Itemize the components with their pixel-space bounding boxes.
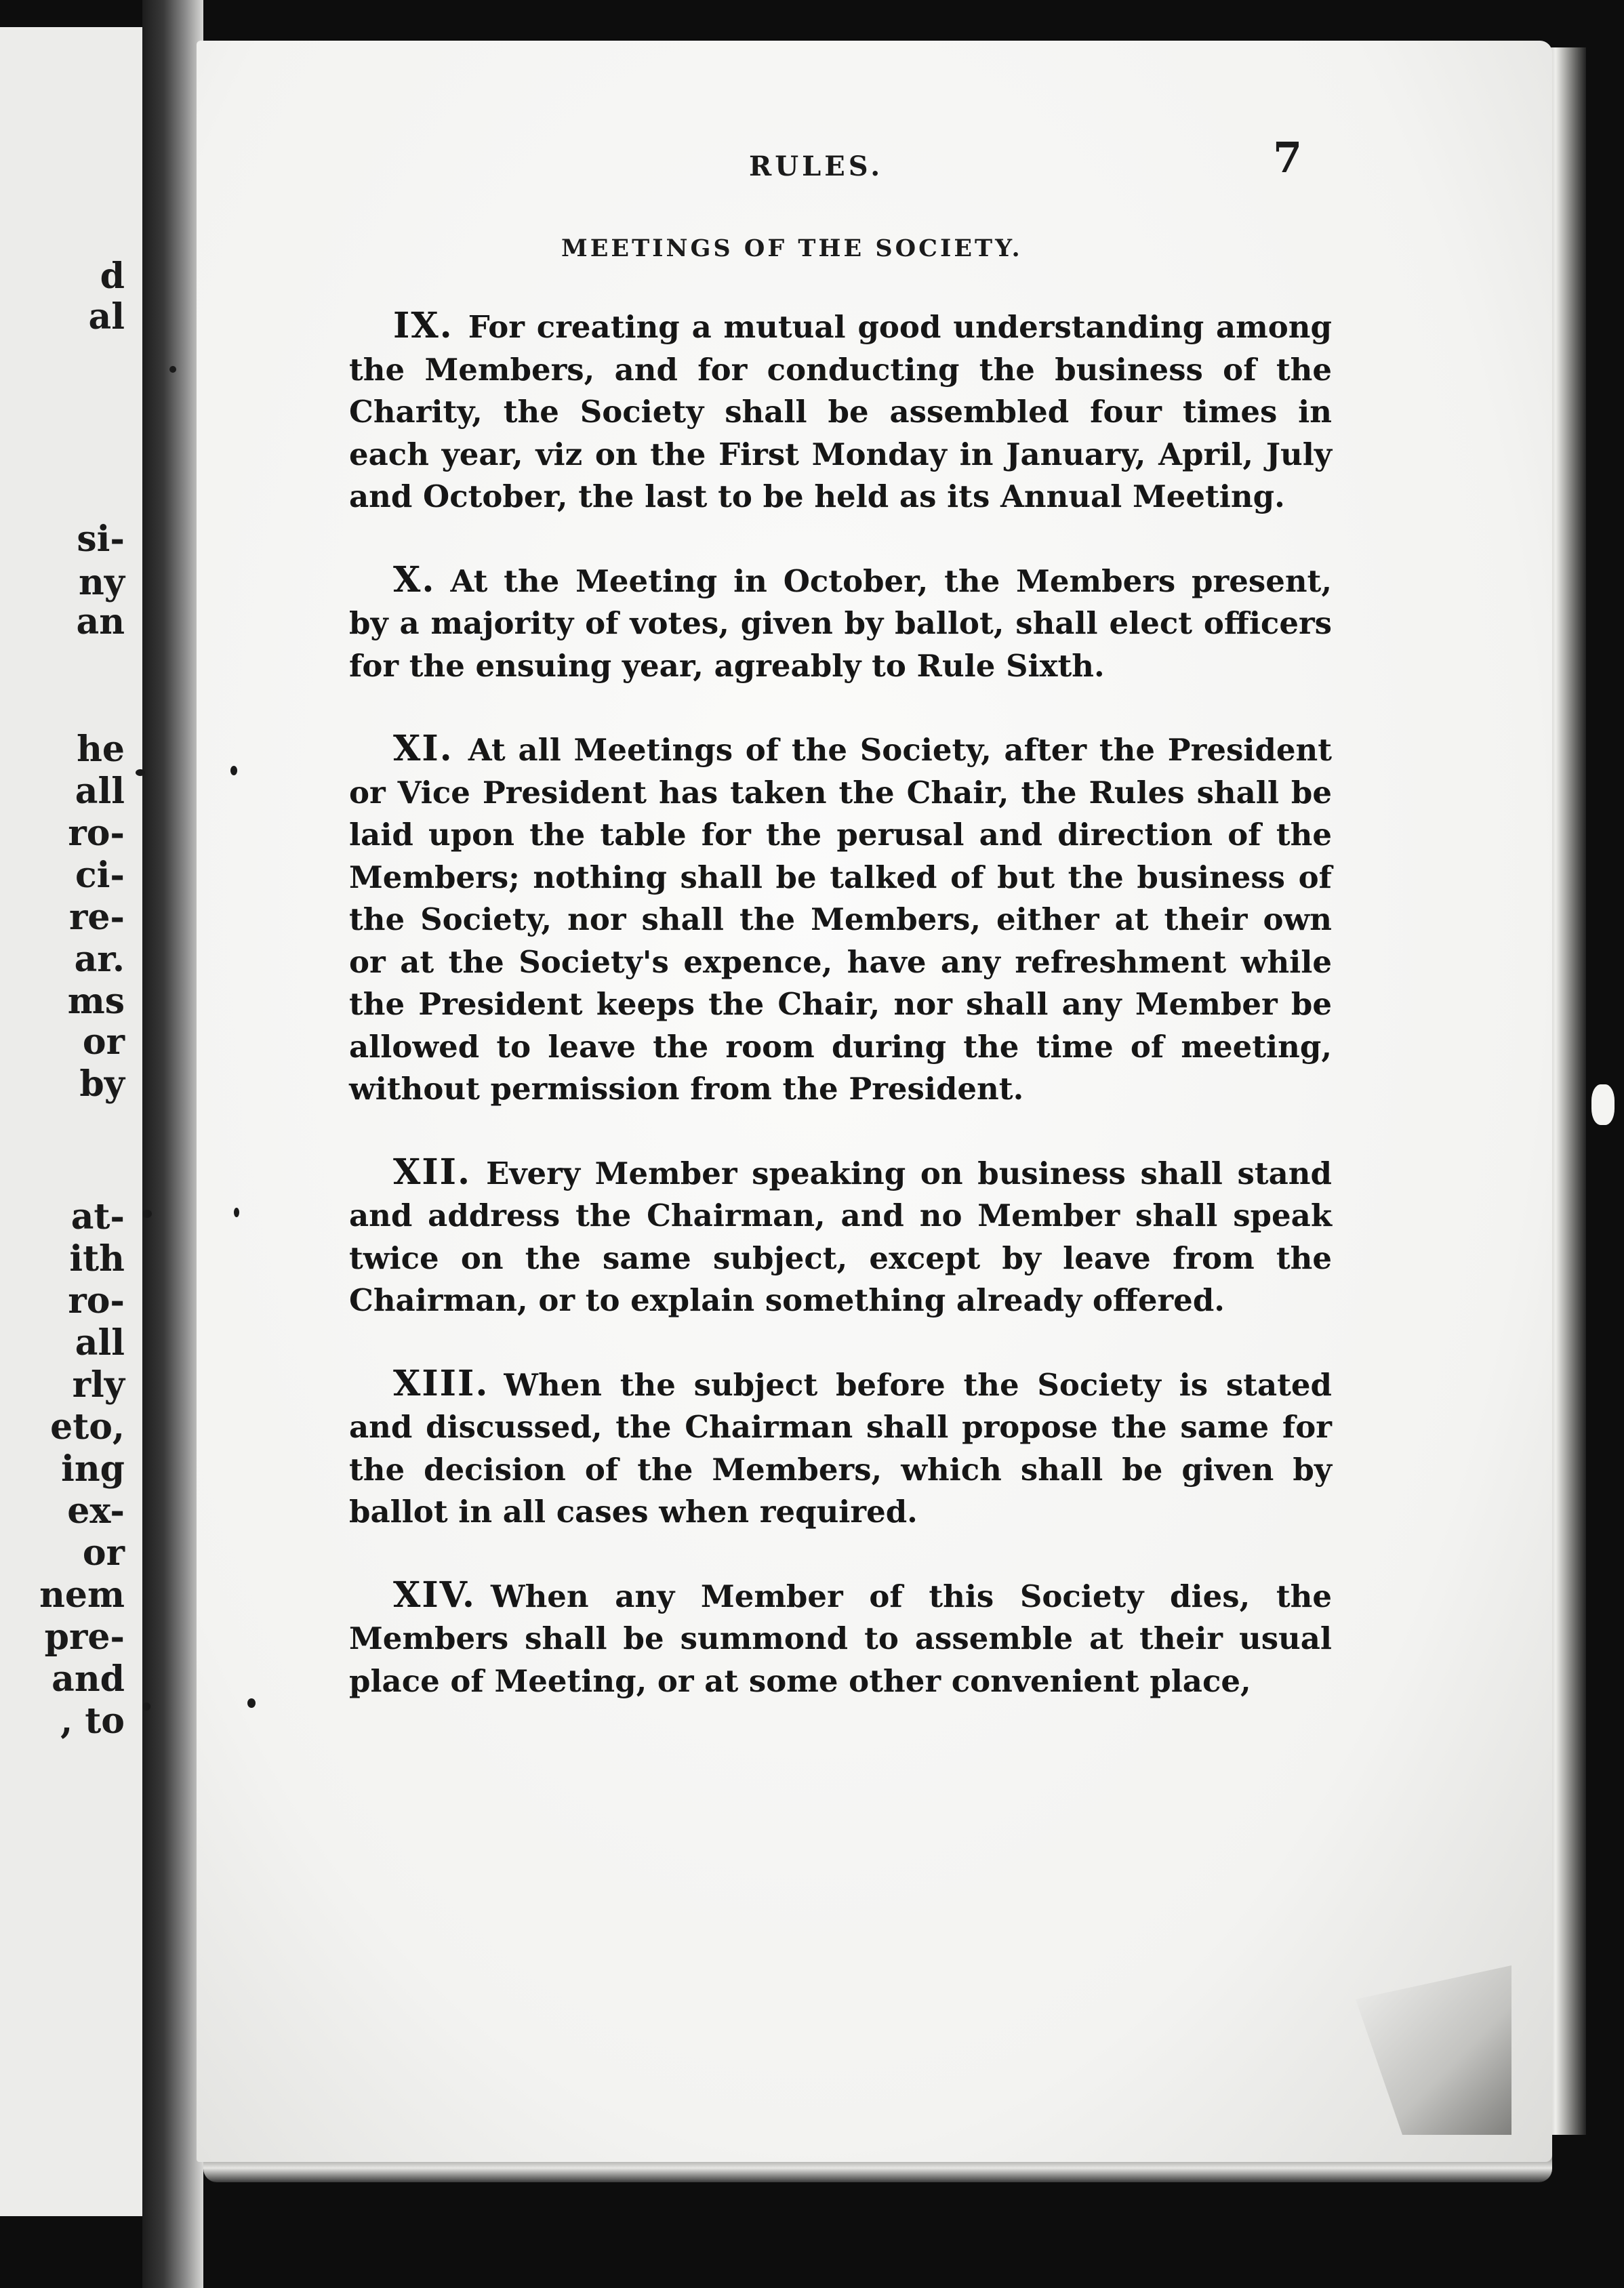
ink-speck: [247, 1698, 256, 1708]
facing-fragment: or: [82, 1532, 125, 1574]
facing-fragment: ci-: [75, 855, 125, 896]
facing-fragment: all: [75, 1322, 125, 1364]
rule-text: At the Meeting in October, the Members present, by a majority of votes, given by ballot, shall elect officers for the ensuing year, agreably to Rule Sixth.: [349, 563, 1332, 684]
ink-speck: [136, 769, 145, 776]
facing-fragment: nem: [39, 1574, 125, 1616]
facing-fragment: al: [88, 296, 125, 338]
facing-page-edge: [0, 27, 156, 2216]
facing-fragment: ro-: [68, 1280, 125, 1322]
rules-body: [349, 305, 1332, 1743]
rule-paragraph: [349, 1363, 1332, 1534]
rule-text: At all Meetings of the Society, after the President or Vice President has taken the Chair, the Rules shall be laid upon the table for the perusal and direction of the Members; nothing shall be talked of but the business of the Society, nor shall the Members, either at their own or at the Society's expence, have any refreshment while the President keeps the Chair, nor shall any Member be allowed to leave the room during the time of meeting, without permission from the President.: [349, 732, 1332, 1107]
facing-fragment: or: [82, 1021, 125, 1063]
running-head: RULES.: [749, 150, 884, 182]
rule-number: XI.: [393, 728, 453, 769]
rule-number: XII.: [393, 1151, 472, 1193]
rule-paragraph: [349, 559, 1332, 688]
facing-fragment: he: [77, 729, 125, 770]
rule-paragraph: [349, 1151, 1332, 1322]
rule-text: When any Member of this Society dies, the Members shall be summond to assemble at their usual place of Meeting, or at some other convenient place,: [349, 1578, 1332, 1699]
rule-paragraph: [349, 728, 1332, 1111]
facing-fragment: ing: [61, 1448, 125, 1490]
rule-paragraph: [349, 305, 1332, 518]
ink-speck: [142, 1702, 150, 1711]
ink-speck: [234, 1208, 239, 1217]
facing-fragment: ms: [67, 981, 125, 1022]
facing-fragment: ny: [78, 562, 125, 603]
facing-fragment: and: [52, 1658, 125, 1700]
ink-speck: [142, 1210, 152, 1218]
page-number: 7: [1273, 133, 1303, 182]
rule-number: XIII.: [393, 1362, 489, 1404]
facing-fragment: ex-: [67, 1490, 125, 1532]
facing-fragment: at-: [70, 1196, 125, 1238]
rule-paragraph: [349, 1574, 1332, 1703]
section-title: MEETINGS OF THE SOCIETY.: [561, 234, 1023, 262]
facing-fragment: pre-: [44, 1616, 125, 1658]
facing-fragment: rly: [72, 1364, 125, 1406]
rule-text: Every Member speaking on business shall stand and address the Chairman, and no Member shall speak twice on the same subject, except by leave from the Chairman, or to explain something already offered.: [349, 1155, 1332, 1318]
facing-fragment: eto,: [50, 1406, 125, 1448]
facing-fragment: d: [100, 256, 125, 297]
book-gutter: [142, 0, 203, 2288]
facing-fragment: ro-: [68, 813, 125, 854]
ink-speck: [169, 366, 176, 373]
rule-text: For creating a mutual good understanding among the Members, and for conducting the business of the Charity, the Society shall be assembled four times in each year, viz on the First Monday in January, April, July and October, the last to be held as its Annual Meeting.: [349, 309, 1332, 514]
facing-fragment: by: [79, 1063, 125, 1105]
ink-speck: [230, 766, 237, 775]
facing-fragment: si-: [77, 518, 125, 560]
facing-fragment: , to: [60, 1700, 125, 1742]
facing-fragment: re-: [68, 897, 125, 938]
rule-text: When the subject before the Society is stated and discussed, the Chairman shall propose the same for the decision of the Members, which shall be given by ballot in all cases when required.: [349, 1366, 1332, 1530]
facing-fragment: an: [76, 601, 125, 642]
facing-fragment: all: [75, 771, 125, 812]
rule-number: XIV.: [393, 1574, 476, 1616]
facing-fragment: ith: [69, 1238, 125, 1280]
page-tear-spot: [1591, 1084, 1615, 1125]
rule-number: IX.: [393, 305, 453, 346]
facing-fragment: ar.: [74, 939, 125, 980]
rule-number: X.: [393, 558, 436, 600]
